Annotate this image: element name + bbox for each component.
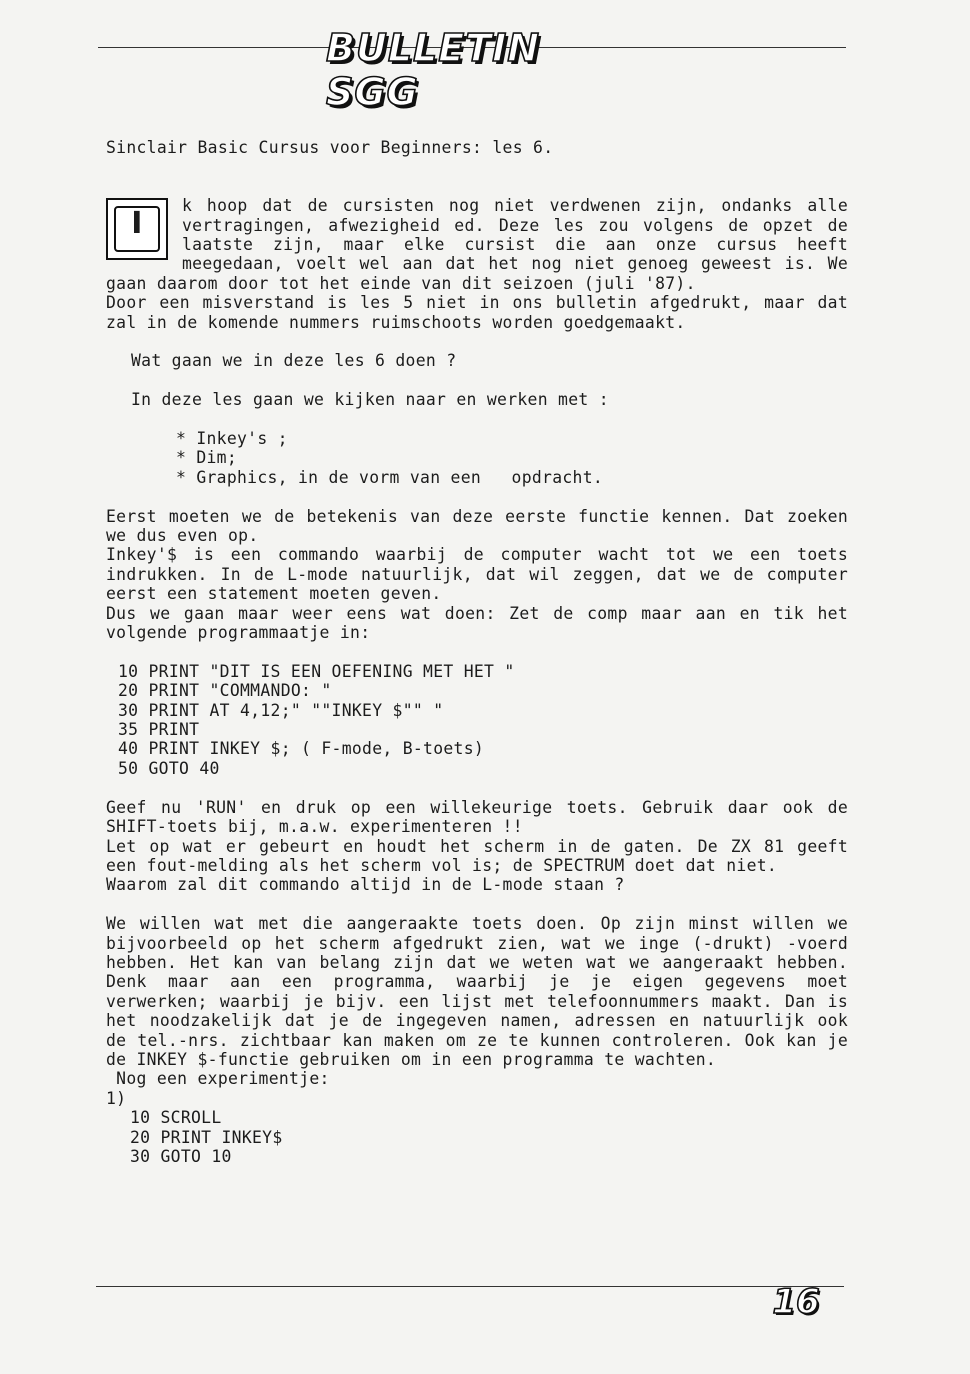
- code-line: 20 PRINT "COMMANDO: ": [118, 681, 332, 701]
- code-line: 10 PRINT "DIT IS EEN OEFENING MET HET ": [118, 661, 515, 681]
- code-line: 20 PRINT INKEY$: [130, 1127, 283, 1147]
- paragraph-waarom: Waarom zal dit commando altijd in de L-mode staan ?: [106, 875, 625, 895]
- paragraph-misverstand: Door een misverstand is les 5 niet in ons bulletin afgedrukt, maar dat zal in de komende nummers ruimschoots worden goedgemaakt.: [106, 293, 848, 332]
- paragraph-we: We willen wat met die aangeraakte toets doen. Op zijn minst willen we bijvoorbeeld op het scherm afgedrukt zien, wat we inge (-drukt) -voerd hebben. Het kan van belang zijn dat we weten wat we aangeraakt hebben. Denk maar aan een programma, waarbij je je eigen gegevens moet verwerken; waarbij je bijv. een lijst met telefoonnummers maakt. Dan is het noodzakelijk dat je de ingegeven namen, adressen en natuurlijk ook de tel.-nrs. zichtbaar kan maken om ze te kunnen controleren. Ook kan je de INKEY $-functie gebruiken om in een programma te wachten.: [106, 914, 848, 1069]
- code-line: 35 PRINT: [118, 720, 200, 740]
- dropcap-letter: I: [131, 206, 143, 242]
- masthead-text: BULLETIN SGG: [326, 26, 541, 114]
- code-line: 10 SCROLL: [130, 1108, 222, 1128]
- paragraph-let: Let op wat er gebeurt en houdt het scherm in de gaten. De ZX 81 geeft een fout-melding als het scherm vol is; de SPECTRUM doet dat niet.: [106, 836, 848, 875]
- footer-rule: [96, 1286, 844, 1287]
- paragraph-inkey: Inkey'$ is een commando waarbij de computer wacht tot we een toets indrukken. In de L-mode natuurlijk, dat wil zeggen, dat we de computer eerst een statement moeten geven.: [106, 545, 848, 604]
- lead-line: In deze les gaan we kijken naar en werken met :: [131, 390, 609, 410]
- masthead-logo: [326, 26, 611, 114]
- bullet-item: * Inkey's ;: [176, 429, 288, 449]
- question-line: Wat gaan we in deze les 6 doen ?: [131, 351, 457, 371]
- paragraph-eerst: Eerst moeten we de betekenis van deze eerste functie kennen. Dat zoeken we dus even op.: [106, 506, 848, 546]
- paragraph-nog: Nog een experimentje:: [106, 1069, 330, 1089]
- bullet-item: * Dim;: [176, 448, 238, 468]
- intro-paragraph: k hoop dat de cursisten nog niet verdwenen zijn, ondanks alle vertragingen, afwezigheid ed. Deze les zou volgens de opzet de laatste zijn, maar elke cursist die aan onze cursus heeft meegedaan, voelt wel aan dat het nog niet genoeg geweest is. We gaan daarom door tot het einde van dit seizoen (juli '87).: [106, 196, 848, 293]
- code-line: 50 GOTO 40: [118, 758, 220, 778]
- dropcap: [106, 198, 168, 260]
- code-line: 40 PRINT INKEY $; ( F-mode, B-toets): [118, 739, 485, 759]
- article: [106, 138, 848, 1166]
- list-number: 1): [106, 1088, 127, 1108]
- page-number: 16: [772, 1282, 820, 1322]
- paragraph-geef: Geef nu 'RUN' en druk op een willekeurige toets. Gebruik daar ook de SHIFT-toets bij, m.a.w. experimenteren !!: [106, 797, 848, 837]
- article-title: Sinclair Basic Cursus voor Beginners: les 6.: [106, 138, 554, 157]
- paragraph-dus: Dus we gaan maar weer eens wat doen: Zet de comp maar aan en tik het volgende programmaatje in:: [106, 603, 848, 643]
- code-line: 30 GOTO 10: [130, 1146, 232, 1166]
- bullet-item: * Graphics, in de vorm van een opdracht.: [176, 467, 604, 487]
- code-line: 30 PRINT AT 4,12;" ""INKEY $"" ": [118, 700, 444, 720]
